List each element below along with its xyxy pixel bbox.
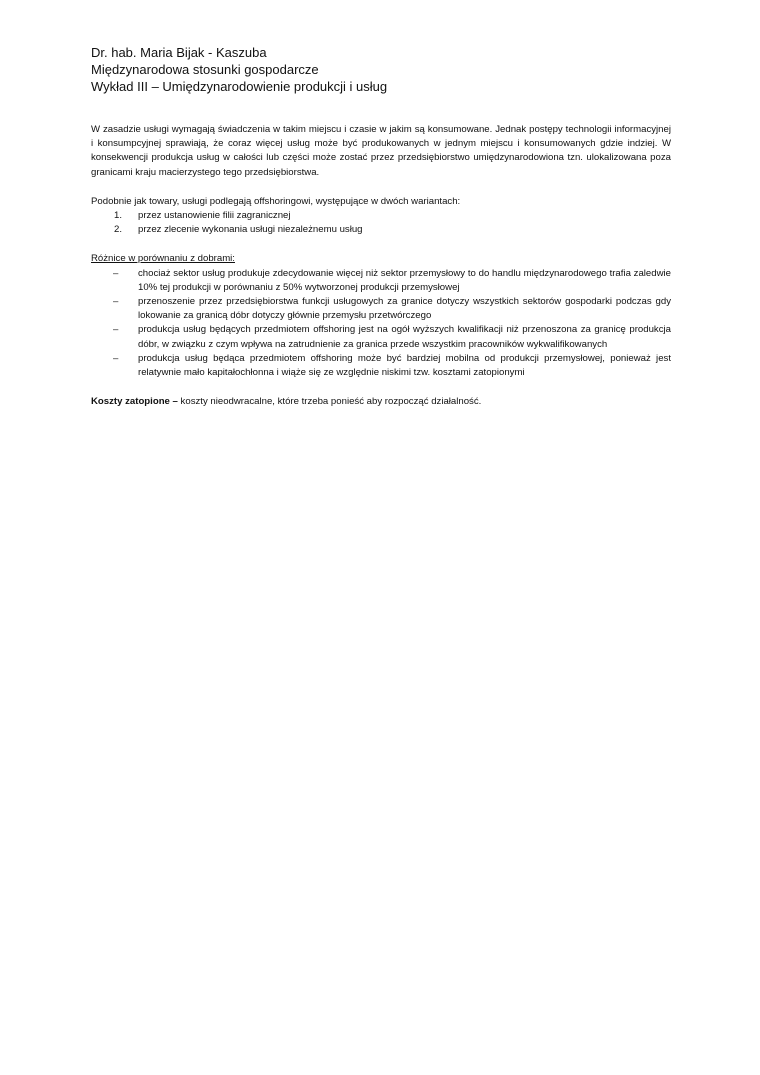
differences-heading: Różnice w porównaniu z dobrami:: [91, 253, 235, 265]
definition-text: koszty nieodwracalne, które trzeba ponieść aby rozpocząć działalność.: [177, 396, 482, 408]
offshoring-intro: Podobnie jak towary, usługi podlegają offshoringowi, występujące w dwóch wariantach:: [91, 195, 461, 207]
spacer: [91, 380, 671, 395]
list-item-text: produkcja usług będąca przedmiotem offshoring może być bardziej mobilna od produkcji przemysłowej, ponieważ jest relatywnie mało kapitałochłonna i wiąże się ze względnie niskimi tzw. kosztami zatopionymi: [138, 352, 671, 379]
document-page: [91, 44, 671, 409]
dash-bullet: –: [113, 324, 119, 336]
definition-paragraph: [91, 395, 671, 409]
dash-bullet: –: [113, 267, 119, 279]
dash-bullet: –: [113, 352, 119, 364]
list-number: 2.: [114, 224, 123, 236]
list-item: [91, 267, 671, 295]
list-item-text: przenoszenie przez przedsiębiorstwa funkcji usługowych za granice dotyczy wszystkich sektorów gospodarki podczas gdy lokowanie za granicą dóbr dotyczy głównie przemysłu przetwórczego: [138, 296, 671, 322]
spacer: [91, 95, 671, 123]
list-item: [91, 295, 671, 323]
intro-paragraph: W zasadzie usługi wymagają świadczenia w takim miejscu i czasie w jakim są konsumowane. Jednak postępy technologii informacyjnej i konsumpcyjnej sprawiają, że coraz więcej usług może być produkowanych w jednym miejscu i konsumowanych gdzie indziej. W konsekwencji produkcja usług w całości lub części może zostać przez przedsiębiorstwo umiędzynarodowiona tzn. ulokalizowana poza granicami kraju macierzystego tego przedsiębiorstwa.: [91, 124, 671, 178]
spacer: [91, 237, 671, 252]
list-item: [91, 352, 671, 380]
list-item-text: przez ustanowienie filii zagranicznej: [138, 210, 291, 222]
dash-bullet: –: [113, 296, 119, 308]
differences-list: [91, 267, 671, 381]
spacer: [91, 180, 671, 195]
list-number: 1.: [114, 210, 123, 222]
list-item: [91, 209, 671, 223]
definition-term: Koszty zatopione –: [91, 396, 178, 408]
list-item: [91, 223, 671, 237]
variants-list: [91, 209, 671, 237]
list-item-text: chociaż sektor usług produkuje zdecydowanie więcej niż sektor przemysłowy to do handlu międzynarodowego trafia zaledwie 10% tej produkcji w porównaniu z 50% wytworzonej produkcji przemysłowej: [138, 267, 671, 293]
author-name: Dr. hab. Maria Bijak - Kaszuba: [91, 45, 267, 60]
list-item-text: produkcja usług będących przedmiotem offshoring jest na ogół wyższych kwalifikacji niż przenoszona za granicę produkcja dóbr, w związku z czym wpływa na zatrudnienie za granica przede wszystkim pracowników wykwalifikowanych: [138, 324, 671, 350]
course-title: Międzynarodowa stosunki gospodarcze: [91, 62, 319, 77]
list-item: [91, 323, 671, 351]
list-item-text: przez zlecenie wykonania usługi niezależnemu usług: [138, 224, 363, 236]
lecture-title: Wykład III – Umiędzynarodowienie produkcji i usług: [91, 79, 388, 94]
